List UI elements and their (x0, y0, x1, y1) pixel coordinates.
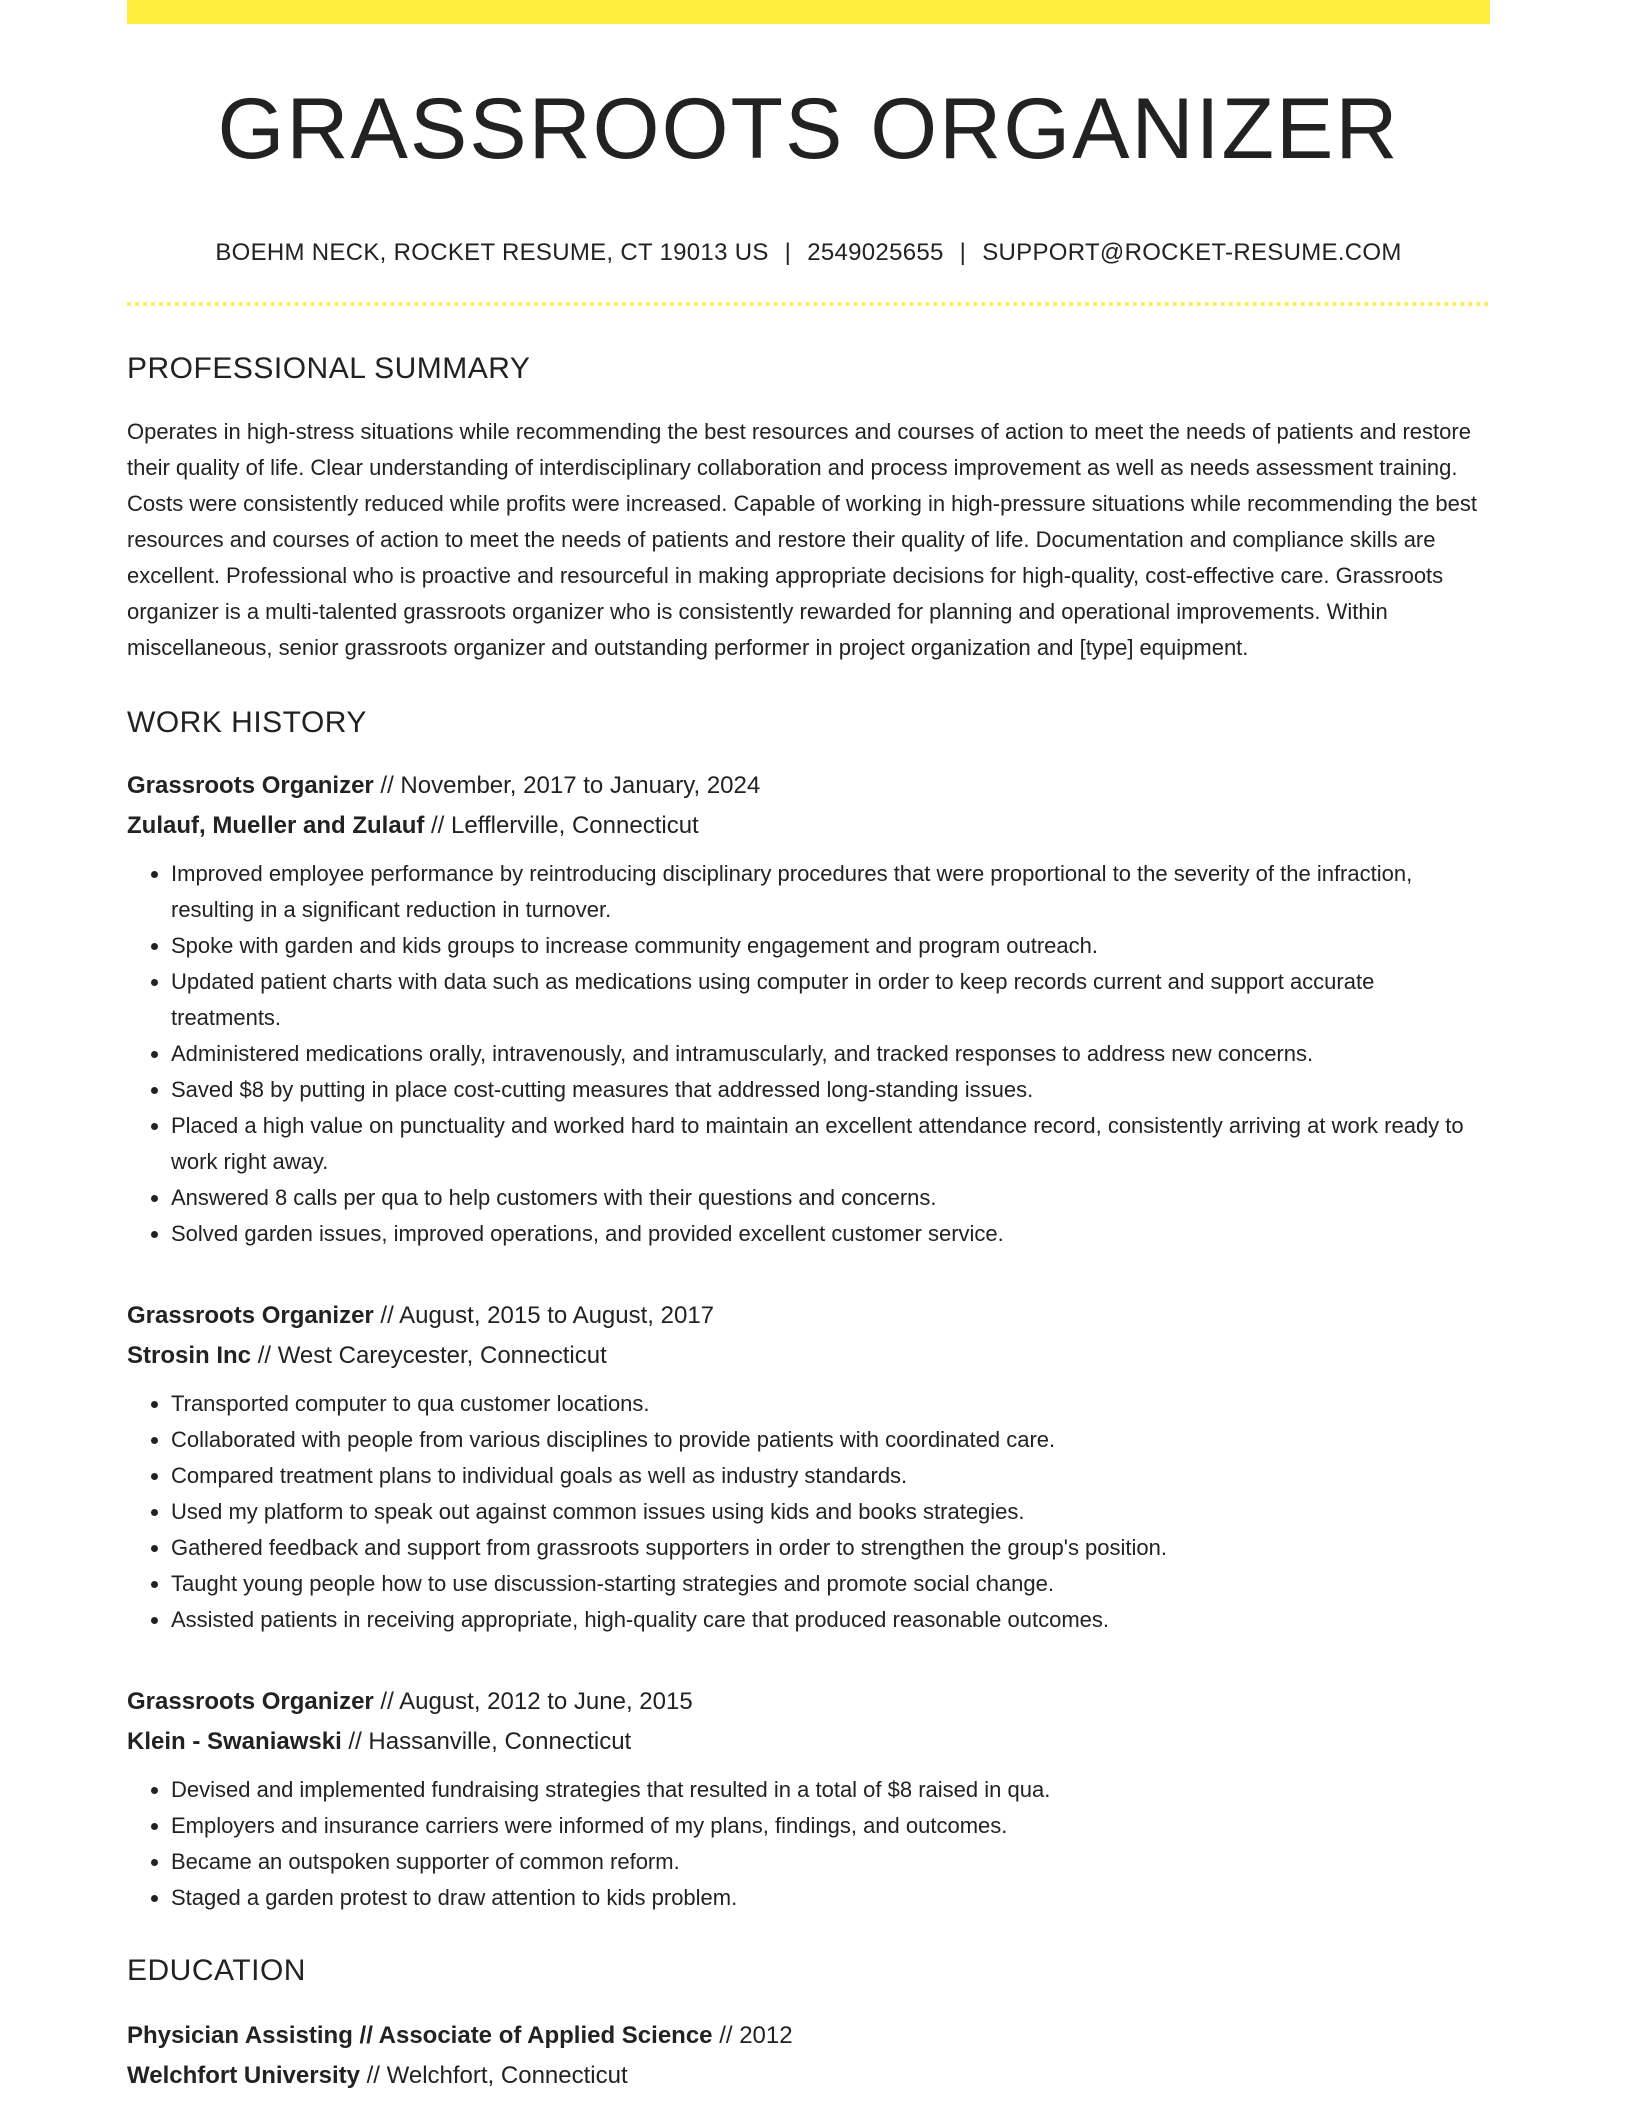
job-location: // West Careycester, Connecticut (257, 1342, 607, 1370)
job-company-line (127, 1336, 1490, 1376)
summary-text: Operates in high-stress situations while recommending the best resources and courses of action to meet the needs of patients and restore their quality of life. Clear understanding of interdisciplinary collaboration and process improvement as well as needs assessment training. Costs were consistently reduced while profits were increased. Capable of working in high-pressure situations while recommending the best resources and courses of action to meet the needs of patients and restore their quality of life. Documentation and compliance skills are excellent. Professional who is proactive and resourceful in making appropriate decisions for high-quality, cost-effective care. Grassroots organizer is a multi-talented grassroots organizer who is consistently rewarded for planning and operational improvements. Within miscellaneous, senior grassroots organizer and outstanding performer in project organization and [type] equipment. (127, 419, 1478, 661)
job-title-line (127, 1296, 1490, 1336)
job-dates: // August, 2015 to August, 2017 (380, 1302, 715, 1330)
job-bullet: • Assisted patients in receiving appropriate, high-quality care that produced reasonable outcomes. (171, 1602, 1490, 1638)
job-company: Zulauf, Mueller and Zulauf (127, 812, 425, 840)
education-school: Welchfort University (127, 2062, 360, 2090)
section-title-work-history: WORK HISTORY (127, 706, 367, 740)
dotted-divider (127, 302, 1490, 306)
job-bullet: • Used my platform to speak out against common issues using kids and books strategies. (171, 1494, 1490, 1530)
contact-phone: 2549025655 (807, 239, 944, 266)
contact-separator: | (959, 239, 967, 266)
job-bullet: • Collaborated with people from various disciplines to provide patients with coordinated care. (171, 1422, 1490, 1458)
education-school-line (127, 2056, 1490, 2096)
contact-address: BOEHM NECK, ROCKET RESUME, CT 19013 US (215, 239, 769, 266)
job-bullets (127, 856, 1490, 1252)
job-bullet: • Devised and implemented fundraising strategies that resulted in a total of $8 raised in qua. (171, 1772, 1490, 1808)
job-bullet: • Administered medications orally, intravenously, and intramuscularly, and tracked responses to address new concerns. (171, 1036, 1490, 1072)
education-degree: Physician Assisting // Associate of Applied Science (127, 2022, 713, 2050)
section-title-education: EDUCATION (127, 1954, 306, 1988)
contact-line (127, 240, 1490, 266)
job-company: Strosin Inc (127, 1342, 252, 1370)
job-dates: // August, 2012 to June, 2015 (380, 1688, 693, 1716)
job-dates: // November, 2017 to January, 2024 (380, 772, 761, 800)
section-title-summary: PROFESSIONAL SUMMARY (127, 352, 531, 386)
job-bullet: • Spoke with garden and kids groups to increase community engagement and program outreach. (171, 928, 1490, 964)
job-location: // Lefflerville, Connecticut (431, 812, 699, 840)
resume-page (127, 0, 1490, 2096)
job-bullet: • Staged a garden protest to draw attention to kids problem. (171, 1880, 1490, 1916)
job-bullet: • Became an outspoken supporter of common reform. (171, 1844, 1490, 1880)
job-bullets (127, 1386, 1490, 1638)
job-title: Grassroots Organizer (127, 772, 374, 800)
job-bullets (127, 1772, 1490, 1916)
job-company: Klein - Swaniawski (127, 1728, 342, 1756)
contact-separator: | (784, 239, 792, 266)
job-bullet: • Improved employee performance by reintroducing disciplinary procedures that were proportional to the severity of the infraction, resulting in a significant reduction in turnover. (171, 856, 1490, 928)
education-year: // 2012 (719, 2022, 793, 2050)
job-bullet: • Transported computer to qua customer locations. (171, 1386, 1490, 1422)
job-bullet: • Taught young people how to use discussion-starting strategies and promote social change. (171, 1566, 1490, 1602)
job-bullet: • Answered 8 calls per qua to help customers with their questions and concerns. (171, 1180, 1490, 1216)
job-bullet: • Gathered feedback and support from grassroots supporters in order to strengthen the group's position. (171, 1530, 1490, 1566)
candidate-name: GRASSROOTS ORGANIZER (217, 81, 1400, 177)
job-title: Grassroots Organizer (127, 1688, 374, 1716)
education-location: // Welchfort, Connecticut (366, 2062, 628, 2090)
job-bullet: • Employers and insurance carriers were informed of my plans, findings, and outcomes. (171, 1808, 1490, 1844)
job-bullet: • Compared treatment plans to individual goals as well as industry standards. (171, 1458, 1490, 1494)
education-entry (127, 2016, 1490, 2096)
job-entry (127, 1296, 1490, 1638)
job-title: Grassroots Organizer (127, 1302, 374, 1330)
job-location: // Hassanville, Connecticut (348, 1728, 632, 1756)
job-entry (127, 766, 1490, 1252)
top-accent-bar (127, 0, 1490, 24)
contact-email: SUPPORT@ROCKET-RESUME.COM (982, 239, 1402, 266)
education-degree-line (127, 2016, 1490, 2056)
job-company-line (127, 806, 1490, 846)
job-title-line (127, 1682, 1490, 1722)
job-entry (127, 1682, 1490, 1916)
job-company-line (127, 1722, 1490, 1762)
job-bullet: • Placed a high value on punctuality and worked hard to maintain an excellent attendance record, consistently arriving at work ready to work right away. (171, 1108, 1490, 1180)
job-bullet: • Saved $8 by putting in place cost-cutting measures that addressed long-standing issues. (171, 1072, 1490, 1108)
job-bullet: • Updated patient charts with data such as medications using computer in order to keep records current and support accurate treatments. (171, 964, 1490, 1036)
job-title-line (127, 766, 1490, 806)
job-bullet: • Solved garden issues, improved operations, and provided excellent customer service. (171, 1216, 1490, 1252)
